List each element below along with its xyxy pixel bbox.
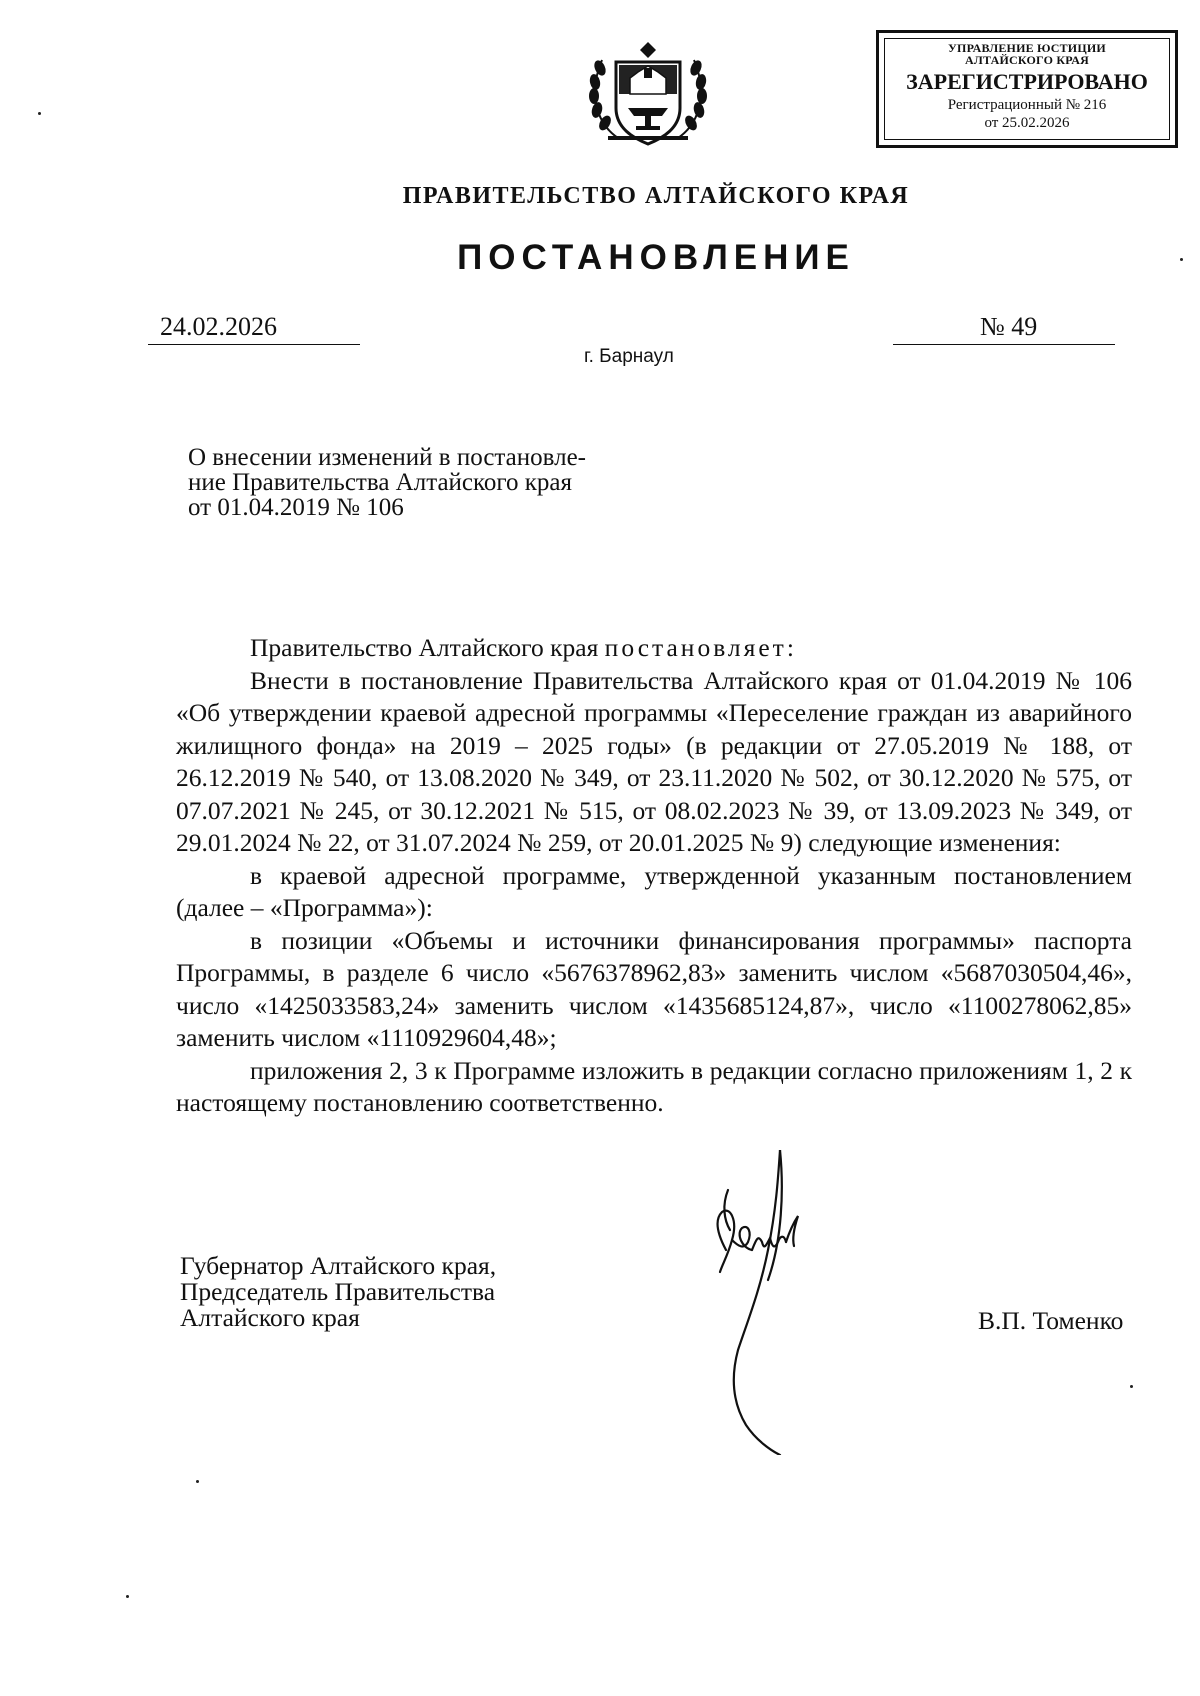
appendix-paragraph: приложения 2, 3 к Программе изложить в редакции согласно приложениям 1, 2 к настоящему постановлению соответственно. [176,1055,1132,1117]
financing-paragraph: в позиции «Объемы и источники финансирования программы» паспорта Программы, в разделе 6 число «5676378962,83» заменить числом «5687030504,46», число «1425033583,24» заменить числом «1435685124,87», число «1100278062,85» заменить числом «1110929604,48»; [176,925,1132,1052]
number-underline [893,344,1115,345]
signatory-title-line3: Алтайского края [180,1303,360,1332]
resolves-word: постановляет [604,633,787,662]
government-header: ПРАВИТЕЛЬСТВО АЛТАЙСКОГО КРАЯ [402,183,910,209]
resolution-intro-colon: : [786,633,794,662]
stamp-reg-date: от 25.02.2026 [984,115,1070,131]
scan-speck [126,1595,129,1598]
scan-speck [196,1480,199,1483]
handwritten-signature [708,1150,818,1455]
registration-stamp [876,30,1178,148]
date-underline [148,344,360,345]
resolution-intro [176,632,1132,665]
signatory-title-line2: Председатель Правительства [180,1277,496,1306]
amendment-paragraph: Внести в постановление Правительства Алтайского края от 01.04.2019 № 106 «Об утверждении краевой адресной программы «Переселение граждан из аварийного жилищного фонда» на 2019 – 2025 годы» (в редакции от 27.05.2019 № 188, от 26.12.2019 № 540, от 13.08.2020 № 349, от 23.11.2020 № 502, от 30.12.2020 № 575, от 07.07.2021 № 245, от 30.12.2021 № 515, от 08.02.2023 № 39, от 13.09.2023 № 349, от 29.01.2024 № 22, от 31.07.2024 № 259, от 20.01.2025 № 9) следующие изменения: [176,665,1132,857]
document-city: г. Барнаул [584,346,674,367]
coat-of-arms-emblem [578,38,718,150]
stamp-status: ЗАРЕГИСТРИРОВАНО [906,69,1148,94]
document-date: 24.02.2026 [160,312,277,341]
subject-line3: от 01.04.2019 № 106 [188,494,404,521]
document-subject [188,445,586,520]
stamp-reg-number: Регистрационный № 216 [947,97,1107,113]
scan-speck [1130,1385,1133,1388]
program-paragraph: в краевой адресной программе, утвержденной указанным постановлением (далее – «Программа»): [176,860,1132,922]
scan-speck [38,112,41,115]
scan-speck [1180,258,1183,261]
stamp-org-line2: АЛТАЙСКОГО КРАЯ [965,53,1089,67]
document-type-title: ПОСТАНОВЛЕНИЕ [457,238,855,277]
signatory-title [180,1253,496,1331]
subject-line2: ние Правительства Алтайского края [188,469,573,496]
document-number: № 49 [980,312,1038,341]
document-body [176,632,1132,1120]
signatory-title-line1: Губернатор Алтайского края, [180,1251,497,1280]
stamp-org-line1: УПРАВЛЕНИЕ ЮСТИЦИИ [948,41,1106,55]
resolution-intro-text: Правительство Алтайского края [250,633,605,662]
signatory-name: В.П. Томенко [978,1306,1124,1335]
subject-line1: О внесении изменений в постановле- [188,444,586,471]
